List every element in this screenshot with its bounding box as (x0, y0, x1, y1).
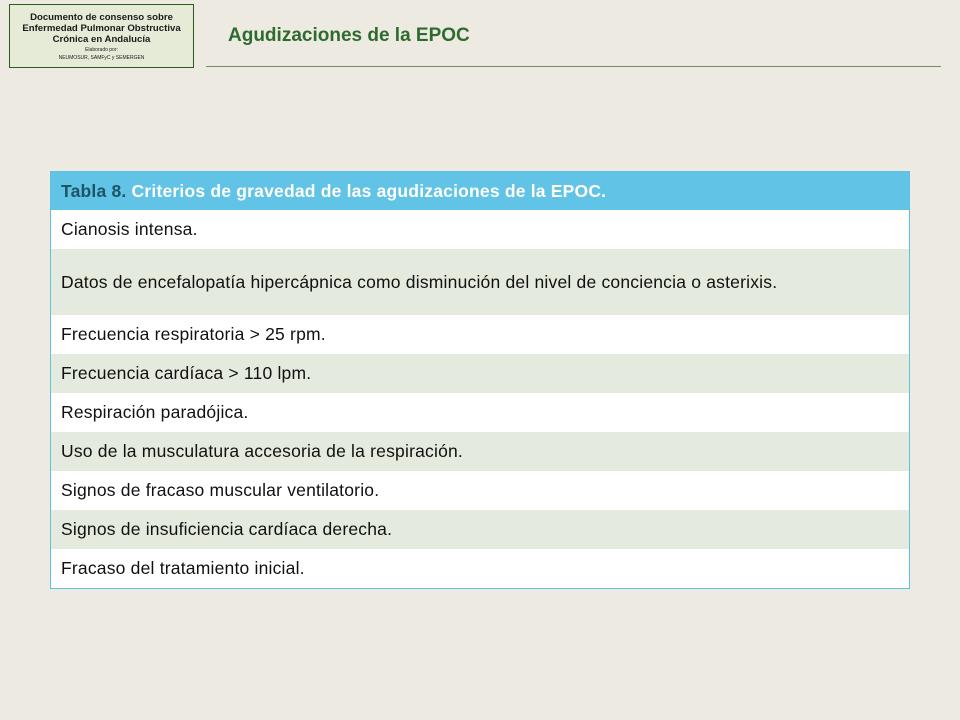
table-row (51, 210, 909, 249)
table-header-row (51, 172, 909, 210)
table-row (51, 510, 909, 549)
consensus-logo (9, 4, 194, 68)
table-cell: Uso de la musculatura accesoria de la respiración. (51, 432, 909, 471)
table-cell: Respiración paradójica. (51, 393, 909, 432)
table-cell: Fracaso del tratamiento inicial. (51, 549, 909, 588)
logo-line-3: Crónica en Andalucía (52, 34, 151, 45)
table-cell: Cianosis intensa. (51, 210, 909, 249)
table-cell: Signos de fracaso muscular ventilatorio. (51, 471, 909, 510)
table-caption-text: Criterios de gravedad de las agudizaciones de la EPOC. (131, 180, 607, 201)
table-row (51, 315, 909, 354)
table-cell: Signos de insuficiencia cardíaca derecha. (51, 510, 909, 549)
logo-sub-1: Elaborado por: (85, 47, 118, 53)
logo-line-1: Documento de consenso sobre (30, 12, 173, 23)
table-row (51, 354, 909, 393)
header-divider (206, 66, 941, 67)
table-number: Tabla 8. (61, 180, 127, 201)
table-caption (51, 172, 909, 210)
table-cell: Datos de encefalopatía hipercápnica como disminución del nivel de conciencia o asterixis. (51, 249, 909, 315)
table-cell: Frecuencia respiratoria > 25 rpm. (51, 315, 909, 354)
table-row (51, 249, 909, 315)
table-row (51, 549, 909, 588)
table-row (51, 471, 909, 510)
table-row (51, 432, 909, 471)
criteria-table (50, 171, 910, 589)
page-title: Agudizaciones de la EPOC (228, 25, 470, 46)
logo-line-2: Enfermedad Pulmonar Obstructiva (22, 23, 181, 34)
table-cell: Frecuencia cardíaca > 110 lpm. (51, 354, 909, 393)
logo-sub-2: NEUMOSUR, SAMFyC y SEMERGEN (58, 55, 145, 61)
table-row (51, 393, 909, 432)
